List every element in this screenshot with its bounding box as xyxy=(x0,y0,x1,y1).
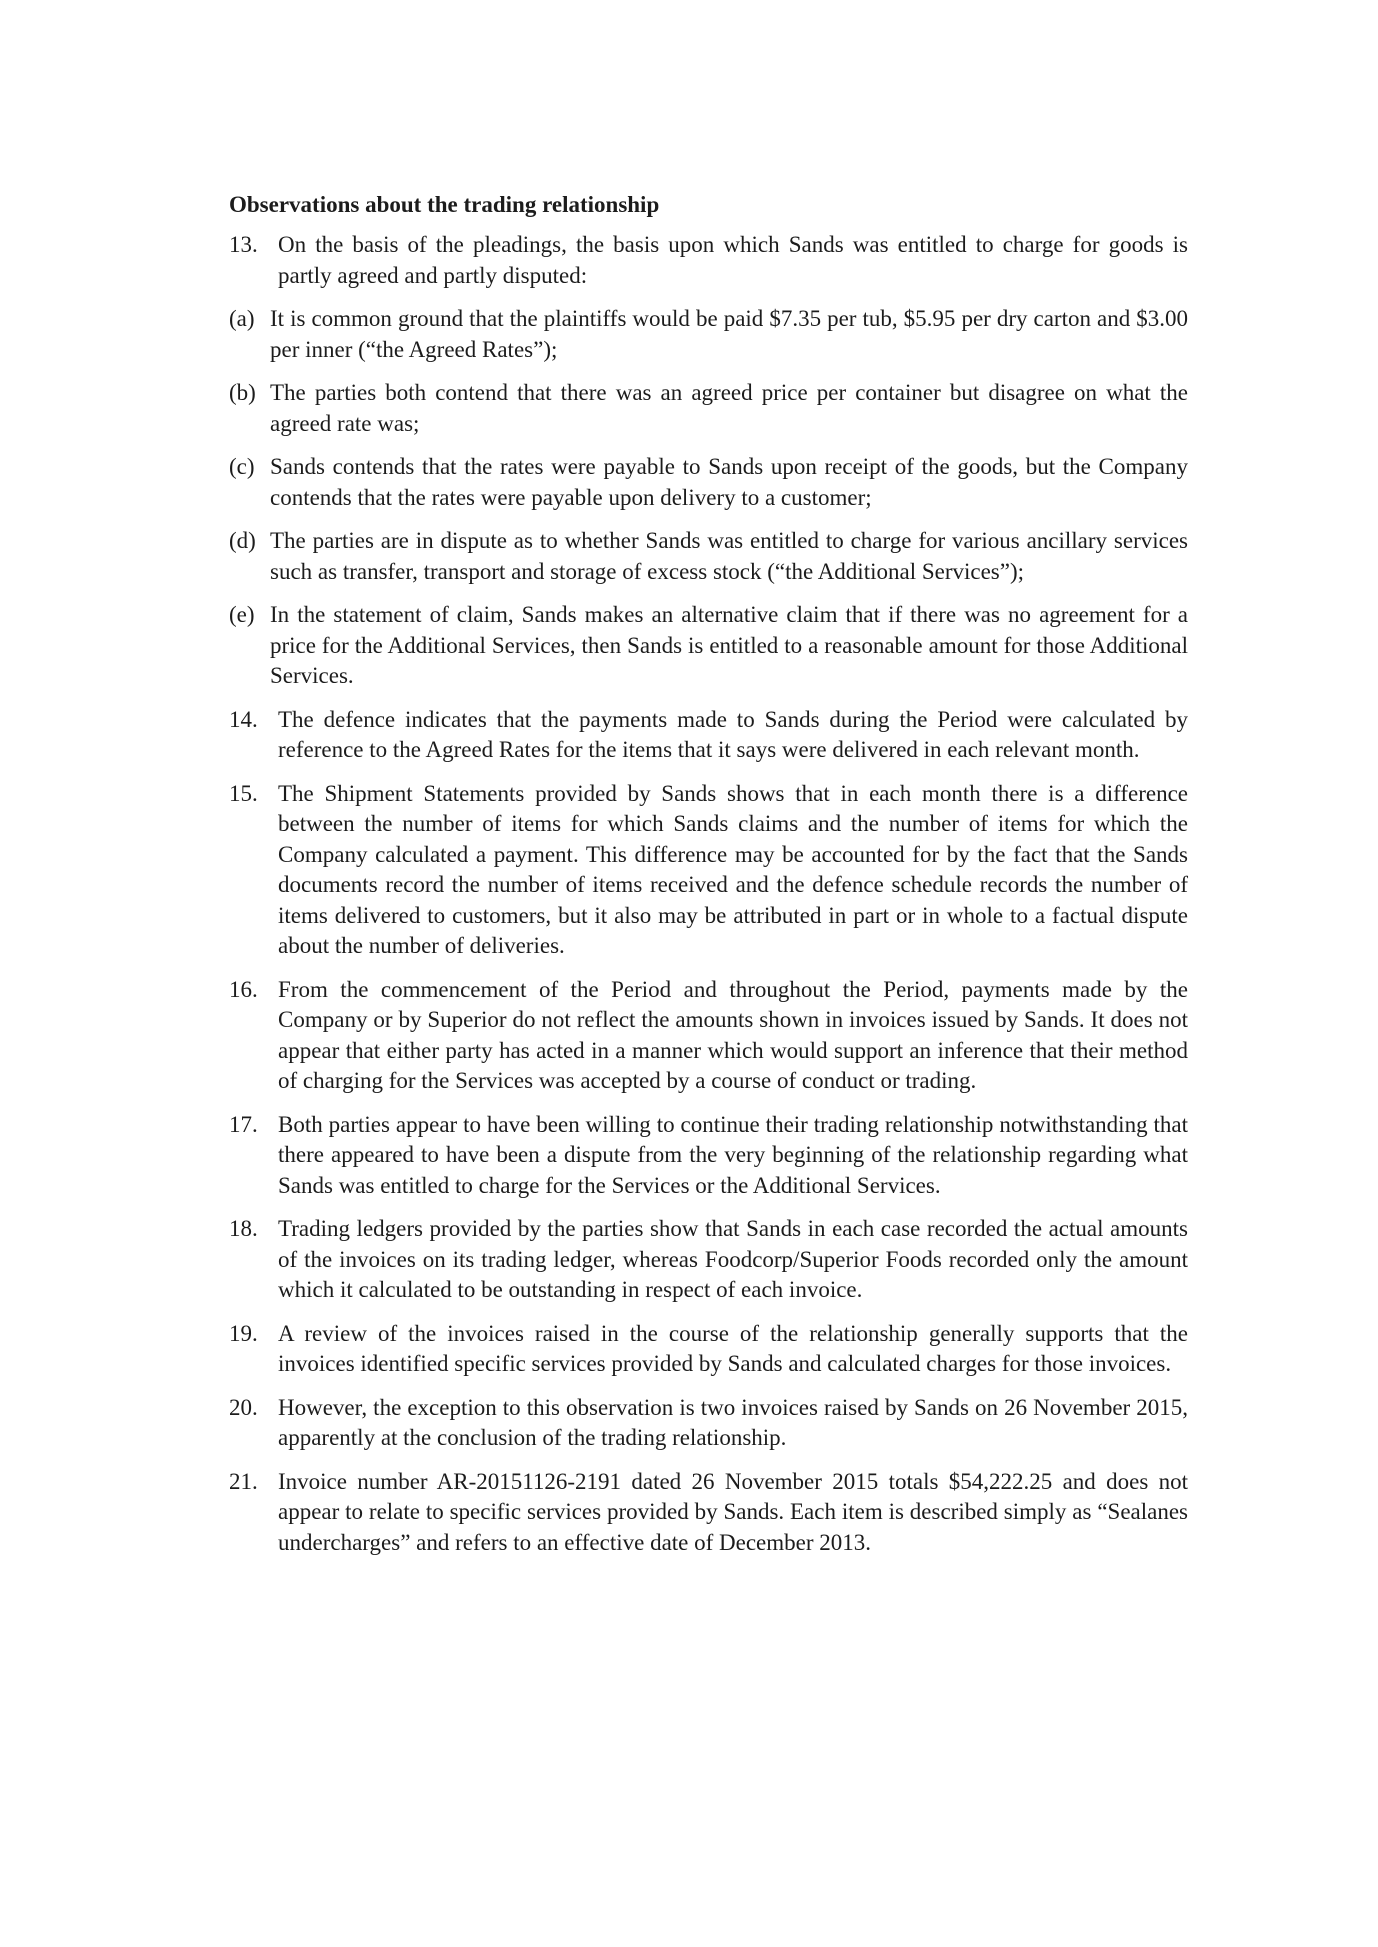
paragraph-number: 20. xyxy=(229,1394,258,1420)
subitem-text: The parties both contend that there was an agreed price per container but disagree on what the agreed rate was; xyxy=(270,380,1188,436)
subitem-letter: (a) xyxy=(229,306,255,331)
paragraph-19 xyxy=(229,1319,1188,1380)
paragraph-text: Both parties appear to have been willing to continue their trading relationship notwithstanding that there appeared to have been a dispute from the very beginning of the relationship regarding what Sands was entitled to charge for the Services or the Additional Services. xyxy=(278,1111,1188,1198)
subitem-e xyxy=(180,600,1188,692)
subitem-letter: (c) xyxy=(229,454,255,479)
paragraph-17 xyxy=(229,1110,1188,1202)
paragraph-21 xyxy=(229,1467,1188,1559)
paragraph-18 xyxy=(229,1214,1188,1306)
paragraph-text: A review of the invoices raised in the course of the relationship generally supports that the invoices identified specific services provided by Sands and calculated charges for those invoices. xyxy=(278,1320,1188,1376)
paragraph-14 xyxy=(229,705,1188,766)
paragraph-15 xyxy=(229,779,1188,962)
subitem-text: In the statement of claim, Sands makes an alternative claim that if there was no agreement for a price for the Additional Services, then Sands is entitled to a reasonable amount for those Additional Services. xyxy=(270,602,1188,688)
paragraph-number: 14. xyxy=(229,706,258,732)
section-heading: Observations about the trading relationship xyxy=(229,192,660,217)
paragraph-number: 13. xyxy=(229,232,258,257)
paragraph-text: Trading ledgers provided by the parties show that Sands in each case recorded the actual amounts of the invoices on its trading ledger, whereas Foodcorp/Superior Foods recorded only the amount which it calculated to be outstanding in respect of each invoice. xyxy=(278,1216,1188,1302)
subitem-text: The parties are in dispute as to whether Sands was entitled to charge for various ancillary services such as transfer, transport and storage of excess stock (“the Additional Services”); xyxy=(270,528,1188,584)
subitem-text: Sands contends that the rates were payable to Sands upon receipt of the goods, but the Company contends that the rates were payable upon delivery to a customer; xyxy=(270,454,1188,510)
paragraph-16 xyxy=(229,975,1188,1097)
paragraph-13-subitems xyxy=(180,304,1188,692)
subitem-c xyxy=(180,452,1188,513)
paragraph-text: The Shipment Statements provided by Sands shows that in each month there is a difference between the number of items for which Sands claims and the number of items for which the Company calculated a payment. This difference may be accounted for by the fact that the Sands documents record the number of items received and the defence schedule records the number of items delivered to customers, but it also may be attributed in part or in whole to a factual dispute about the number of deliveries. xyxy=(278,780,1188,958)
paragraph-number: 18. xyxy=(229,1216,258,1241)
subitem-a xyxy=(180,304,1188,365)
paragraph-text: However, the exception to this observation is two invoices raised by Sands on 26 November 2015, apparently at the conclusion of the trading relationship. xyxy=(278,1394,1188,1450)
paragraph-text: From the commencement of the Period and throughout the Period, payments made by the Company or by Superior do not reflect the amounts shown in invoices issued by Sands. It does not appear that either party has acted in a manner which would support an inference that their method of charging for the Services was accepted by a course of conduct or trading. xyxy=(278,976,1188,1093)
subitem-letter: (b) xyxy=(229,380,256,405)
paragraph-number: 16. xyxy=(229,976,258,1002)
paragraph-13 xyxy=(229,230,1188,291)
paragraph-text: The defence indicates that the payments made to Sands during the Period were calculated by reference to the Agreed Rates for the items that it says were delivered in each relevant month. xyxy=(278,706,1188,762)
paragraph-number: 21. xyxy=(229,1468,258,1494)
subitem-b xyxy=(180,378,1188,439)
paragraph-number: 17. xyxy=(229,1111,258,1137)
paragraph-number: 15. xyxy=(229,780,258,806)
subitem-text: It is common ground that the plaintiffs would be paid $7.35 per tub, $5.95 per dry carton and $3.00 per inner (“the Agreed Rates”); xyxy=(270,306,1188,362)
subitem-letter: (e) xyxy=(229,602,255,627)
paragraph-text: Invoice number AR-20151126-2191 dated 26 November 2015 totals $54,222.25 and does not appear to relate to specific services provided by Sands. Each item is described simply as “Sealanes undercharges” and refers to an effective date of December 2013. xyxy=(278,1468,1188,1555)
paragraph-number: 19. xyxy=(229,1320,258,1346)
paragraph-20 xyxy=(229,1393,1188,1454)
subitem-letter: (d) xyxy=(229,528,256,553)
subitem-d xyxy=(180,526,1188,587)
paragraph-text: On the basis of the pleadings, the basis upon which Sands was entitled to charge for goods is partly agreed and partly disputed: xyxy=(278,232,1188,288)
